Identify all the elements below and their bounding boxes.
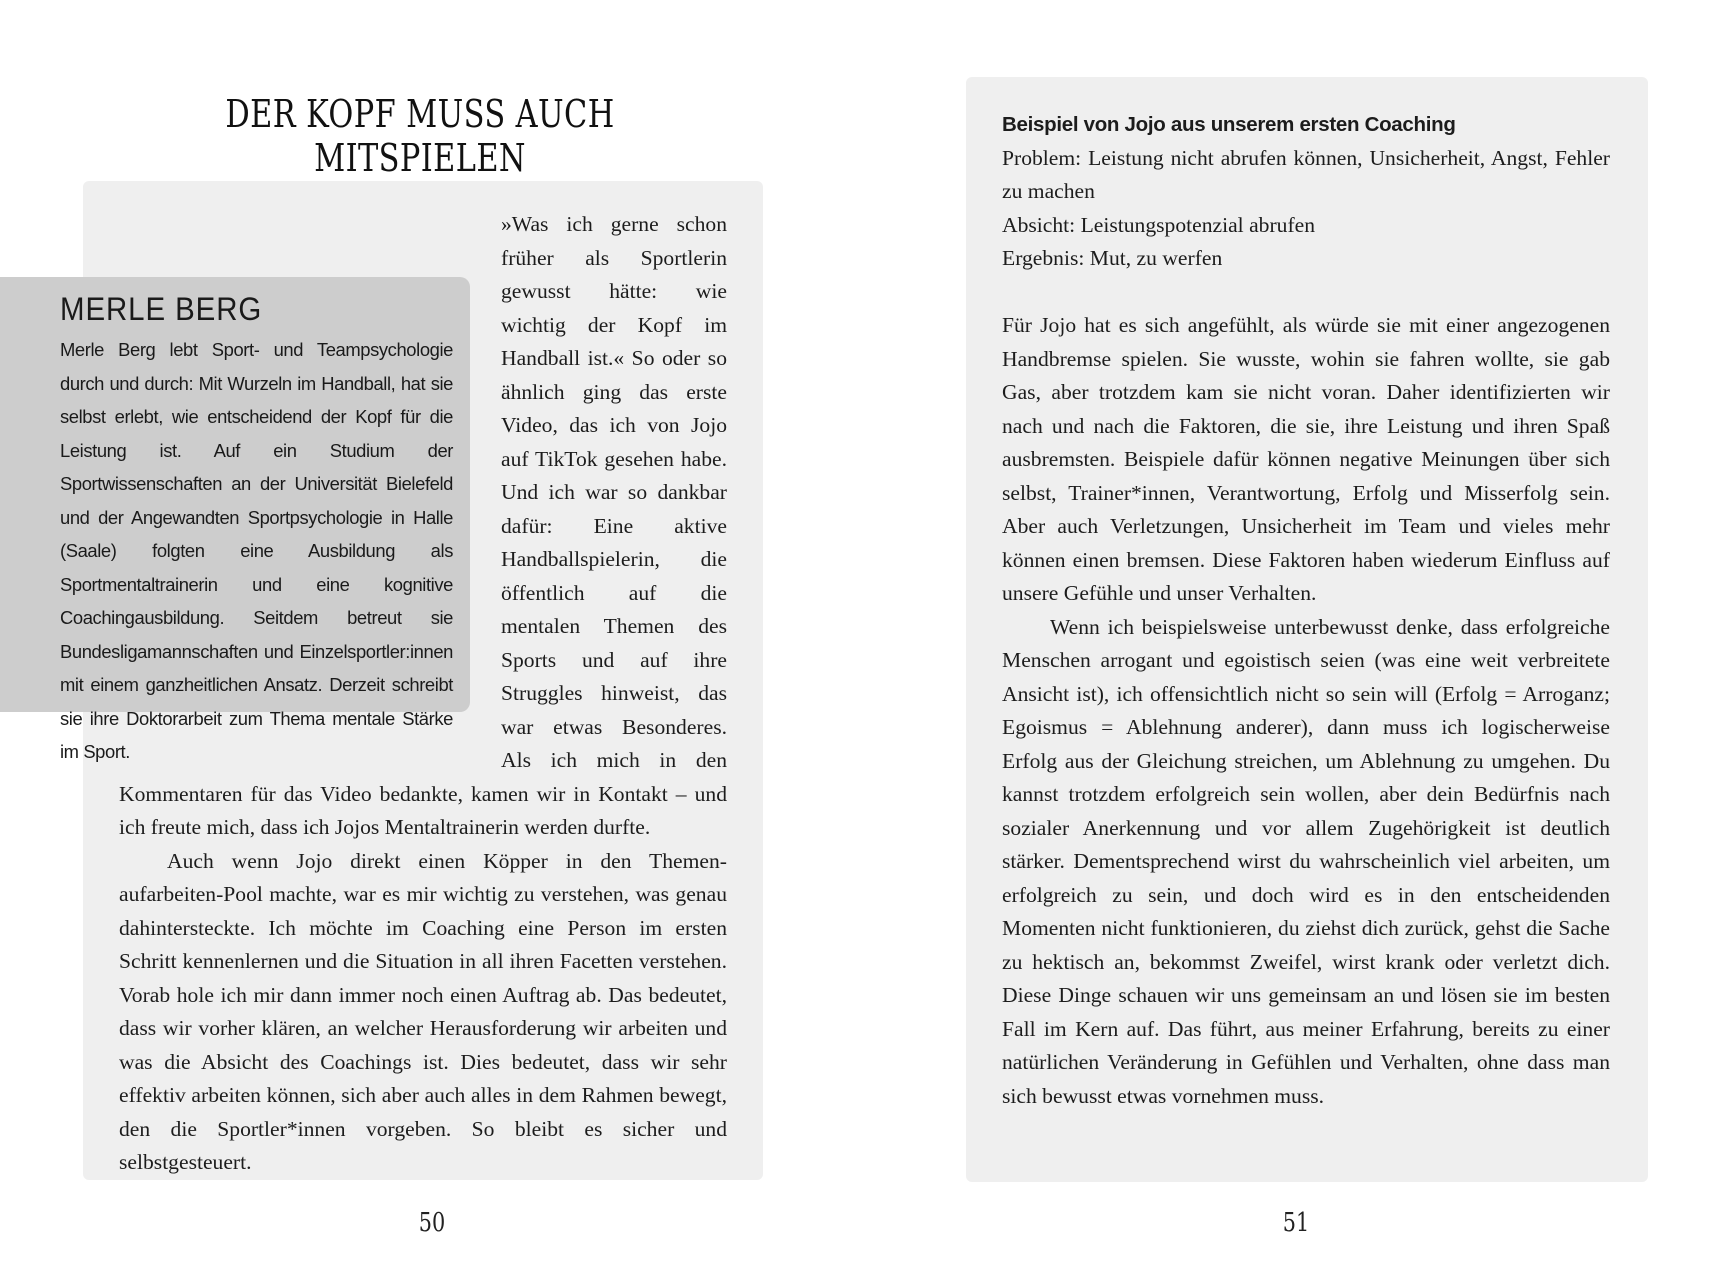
paragraph-gap [1002, 276, 1610, 310]
page-number: 50 [418, 1208, 446, 1238]
example-problem: Problem: Leistung nicht abrufen können, Unsicherheit, Angst, Fehler zu machen [1002, 145, 1610, 203]
body-paragraph: »Was ich gerne schon früher als Sportlerin gewusst hätte: wie wichtig der Kopf im Handball ist.« So oder so ähnlich ging das erste Video, das ich von Jojo auf TikTok gesehen habe. Und ich war so dankbar dafür: Eine aktive Handballspielerin, die öffentlich auf die mentalen Themen des Sports und auf ihre Struggles hinweist, das war etwas Besonderes. Als ich mich in den Kommentaren für das Video bedankte, kamen wir in Kontakt – und ich freute mich, dass ich Jojos Mentaltrainerin werden durfte. [119, 212, 727, 839]
author-bio-text: Merle Berg lebt Sport- und Teampsychologie durch und durch: Mit Wurzeln im Handball, hat sie selbst erlebt, wie entscheidend der Kopf für die Leistung ist. Auf ein Studium der Sportwissenschaften an der Universität Bielefeld und der Angewandten Sportpsychologie in Halle (Saale) folgten eine Ausbildung als Sportmentaltrainerin und eine kognitive Coachingausbildung. Seitdem betreut sie Bundesligamannschaften und Einzelsportler:innen mit einem ganzheitlichen Ansatz. Derzeit schreibt sie ihre Doktorarbeit zum Thema mentale Stärke im Sport. [60, 339, 453, 762]
page-number: 51 [1282, 1208, 1310, 1238]
example-intention: Absicht: Leistungspotenzial abrufen [1002, 212, 1316, 237]
author-bio-box [0, 277, 470, 762]
body-paragraph: Für Jojo hat es sich angefühlt, als würde sie mit einer angezogenen Handbremse spielen. Sie wusste, wohin sie fahren wollte, sie gab Gas, aber trotzdem kam sie nicht voran. Daher identifizierten wir nach und nach die Faktoren, die sie, ihre Leistung und ihren Spaß ausbremsten. Beispiele dafür können negative Meinungen über sich selbst, Trainer*innen, Verantwortung, Erfolg und Misserfolg sein. Aber auch Verletzungen, Unsicherheit im Team und vieles mehr können einen bremsen. Diese Faktoren haben wiederum Einfluss auf unsere Gefühle und unser Verhalten. [1002, 313, 1610, 605]
chapter-title: DER KOPF MUSS AUCH MITSPIELEN [225, 92, 615, 180]
right-page-body [1002, 108, 1610, 1113]
body-paragraph: Auch wenn Jojo direkt einen Köpper in den Themen-aufarbeiten-Pool machte, war es mir wichtig zu verstehen, was genau dahintersteckte. Ich möchte im Coaching eine Person im ersten Schritt kennenlernen und die Situation in all ihren Facetten verstehen. Vorab hole ich mir dann immer noch einen Auftrag ab. Das bedeutet, dass wir vorher klären, an welcher Herausforderung wir arbeiten und was die Absicht des Coachings ist. Dies bedeutet, dass wir sehr effektiv arbeiten können, sich aber auch alles in dem Rahmen bewegt, den die Sportler*innen vorgeben. So bleibt es sicher und selbstgesteuert. [119, 848, 727, 1174]
author-name: MERLE BERG [60, 291, 263, 327]
example-heading: Beispiel von Jojo aus unserem ersten Coaching [1002, 113, 1456, 136]
example-result: Ergebnis: Mut, zu werfen [1002, 246, 1223, 270]
body-paragraph: Wenn ich beispielsweise unterbewusst denke, dass erfolgreiche Menschen arrogant und egoistisch seien (was eine weit verbreitete Ansicht ist), ich offensichtlich nicht so sein will (Erfolg = Arroganz; Egoismus = Ablehnung anderer), dann muss ich logischerweise Erfolg aus der Gleichung streichen, um Ablehnung zu umgehen. Du kannst trotzdem erfolgreich sein wollen, aber dein Bedürfnis nach sozialer Anerkennung und vor allem Zugehörigkeit ist deutlich stärker. Dementsprechend wirst du wahrscheinlich viel arbeiten, um erfolgreich zu sein, und doch wird es in den entscheidenden Momenten nicht funktionieren, du ziehst dich zurück, gehst die Sache zu hektisch an, bekommst Zweifel, wirst krank oder verletzt dich. Diese Dinge schauen wir uns gemeinsam an und lösen sie im besten Fall im Kern auf. Das führt, aus meiner Erfahrung, bereits zu einer natürlichen Veränderung in Gefühlen und Verhalten, ohne dass man sich bewusst etwas vornehmen muss. [1002, 614, 1610, 1108]
